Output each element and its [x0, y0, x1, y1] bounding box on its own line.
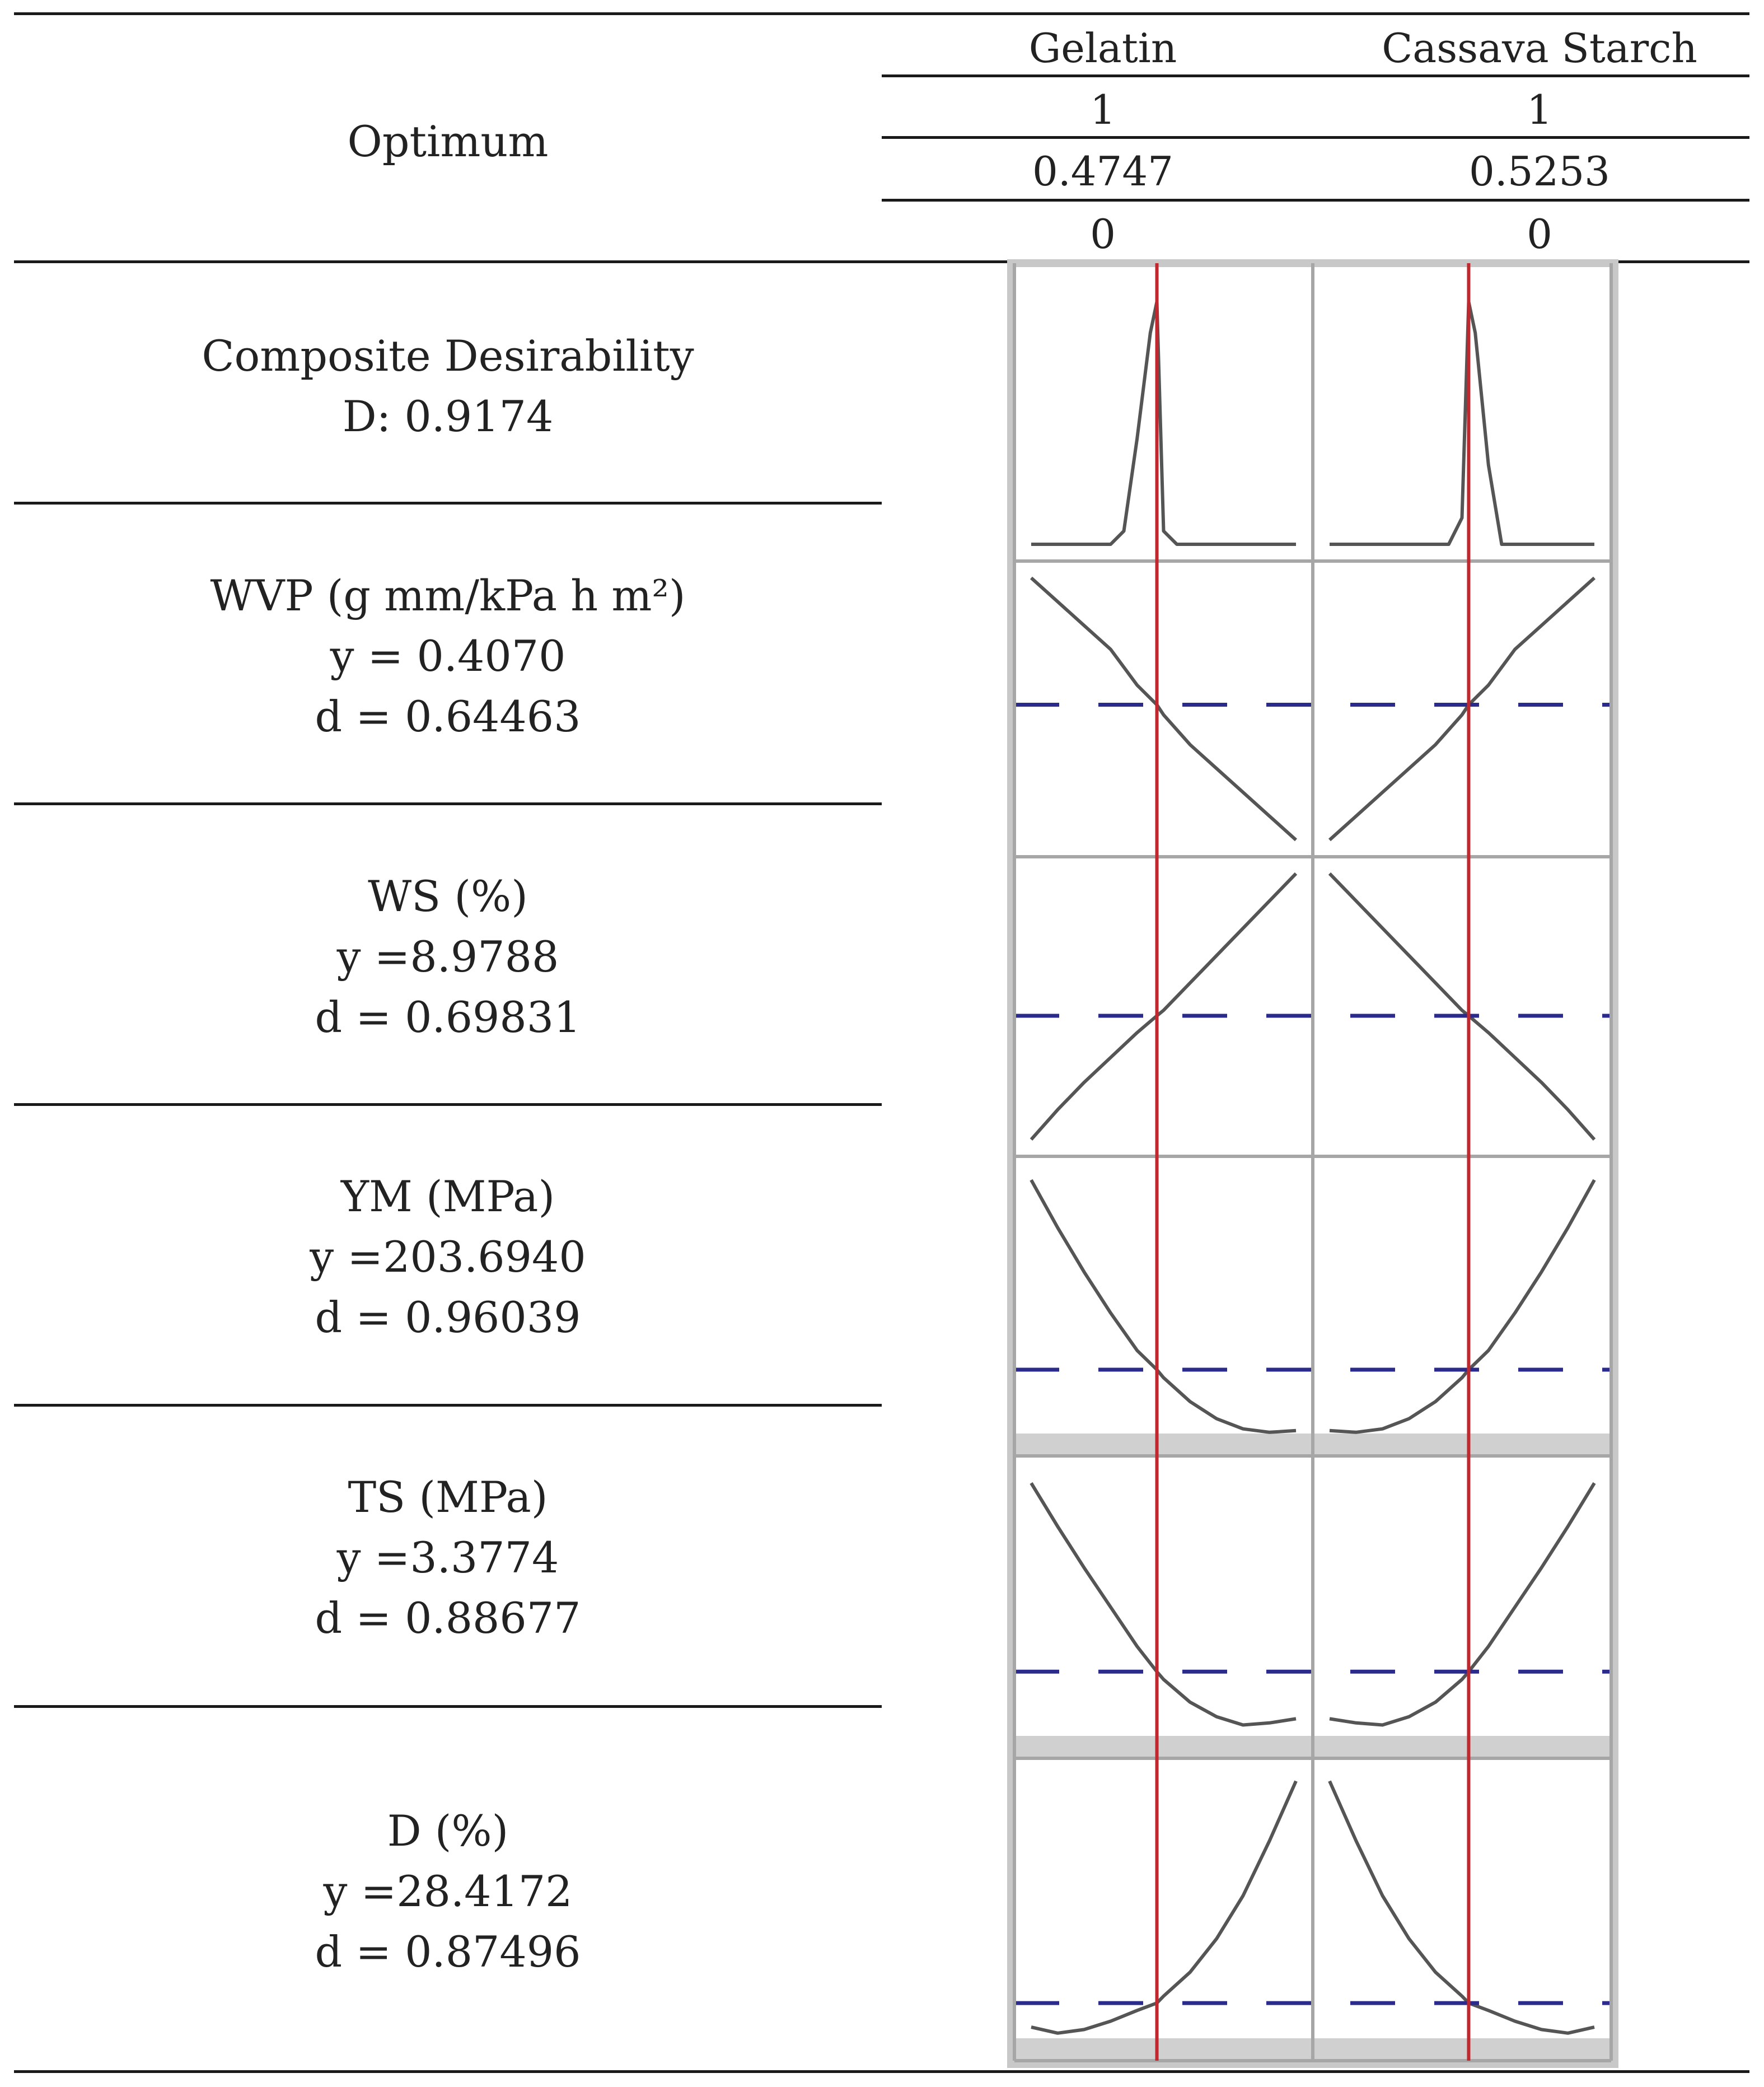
gelatin-current: 0.4747	[1032, 148, 1173, 195]
composite-title: Composite Desirability	[202, 331, 694, 381]
wvp-d: d = 0.64463	[315, 692, 581, 741]
ws-y: y =8.9788	[336, 932, 559, 982]
cassava-high: 1	[1527, 86, 1552, 133]
factor-name-cassava: Cassava Starch	[1382, 25, 1697, 72]
cassava-low: 0	[1527, 211, 1552, 258]
wvp-y: y = 0.4070	[330, 631, 566, 681]
gelatin-low: 0	[1090, 211, 1116, 258]
ts-y: y =3.3774	[336, 1533, 559, 1582]
cassava-current: 0.5253	[1469, 148, 1610, 195]
ws-title: WS (%)	[368, 871, 528, 921]
wvp-title: WVP (g mm/kPa h m²)	[210, 571, 686, 620]
d-d: d = 0.87496	[315, 1927, 581, 1977]
d-y: y =28.4172	[323, 1866, 573, 1916]
ws-d: d = 0.69831	[315, 992, 581, 1042]
ym-y: y =203.6940	[310, 1232, 586, 1282]
d-title: D (%)	[387, 1806, 509, 1856]
ts-d: d = 0.88677	[315, 1593, 581, 1643]
ts-title: TS (MPa)	[348, 1472, 548, 1522]
ym-title: YM (MPa)	[340, 1171, 555, 1221]
gelatin-high: 1	[1090, 86, 1116, 133]
ym-d: d = 0.96039	[315, 1292, 581, 1342]
composite-value: D: 0.9174	[342, 391, 554, 441]
factor-name-gelatin: Gelatin	[1028, 25, 1177, 72]
optimum-label: Optimum	[347, 116, 549, 166]
